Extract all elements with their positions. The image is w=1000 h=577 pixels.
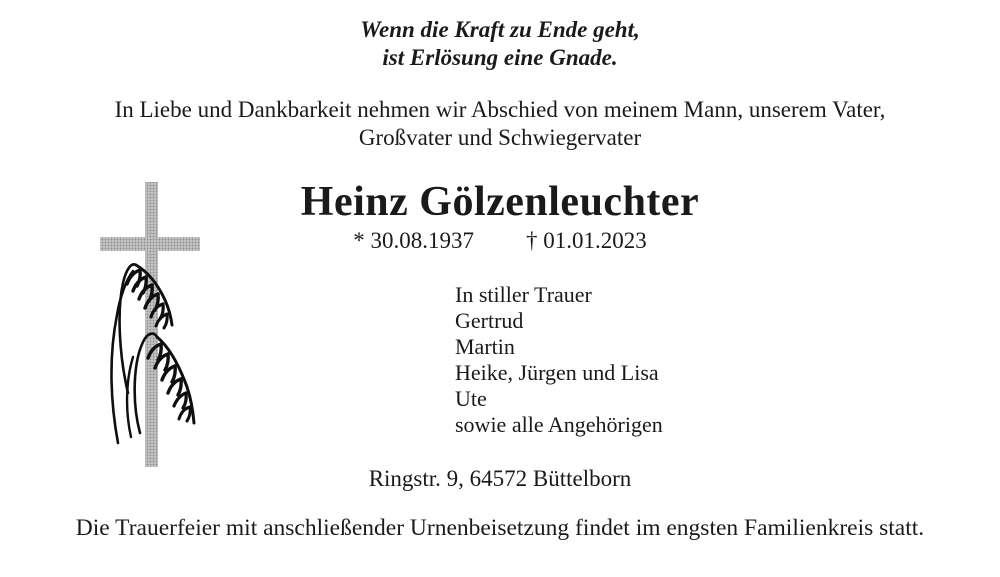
mourner-name: Ute [455, 386, 487, 411]
mourners-closing: sowie alle Angehörigen [455, 412, 663, 437]
funeral-notice: Die Trauerfeier mit anschließender Urnenbeisetzung findet im engsten Familienkreis statt. [75, 515, 925, 541]
mourner-name: Martin [455, 334, 515, 359]
death-date: † 01.01.2023 [526, 228, 647, 253]
epigraph-line-2: ist Erlösung eine Gnade. [382, 45, 618, 70]
mourner-name: Heike, Jürgen und Lisa [455, 360, 659, 385]
mourners-list [455, 282, 663, 438]
intro-line-2: Großvater und Schwiegervater [358, 125, 642, 150]
epigraph [0, 16, 1000, 72]
epigraph-line-1: Wenn die Kraft zu Ende geht, [360, 17, 640, 42]
intro-line-1: In Liebe und Dankbarkeit nehmen wir Abschied von meinem Mann, unserem Vater, [114, 97, 886, 122]
deceased-name: Heinz Gölzenleuchter [300, 179, 700, 225]
address-line: Ringstr. 9, 64572 Büttelborn [368, 466, 632, 491]
mourner-name: Gertrud [455, 308, 524, 333]
mourners-heading: In stiller Trauer [455, 282, 592, 307]
birth-date: * 30.08.1937 [353, 228, 474, 253]
intro-paragraph [0, 96, 1000, 152]
life-dates [0, 228, 1000, 254]
